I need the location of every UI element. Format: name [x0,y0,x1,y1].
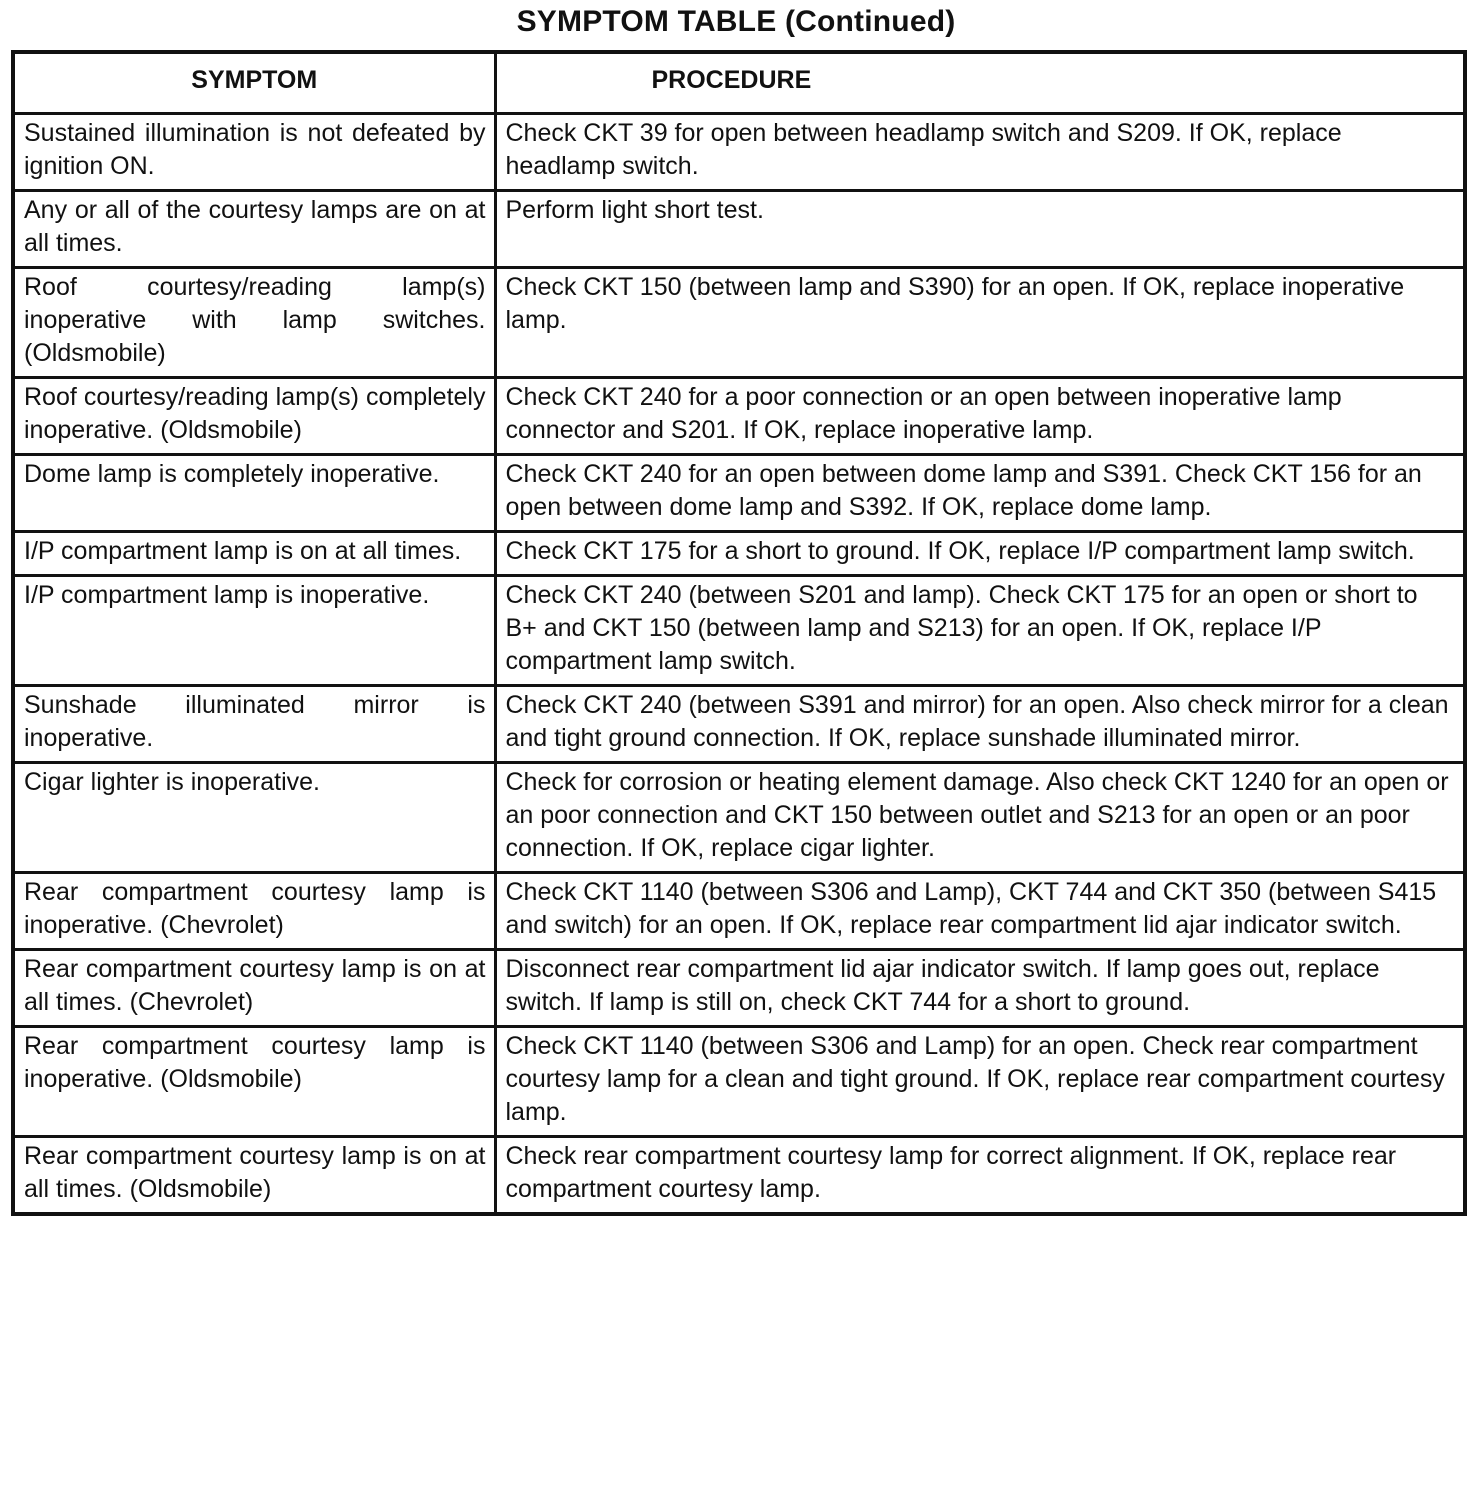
table-row [13,455,1465,532]
symptom-table [11,50,1467,1216]
page-title: SYMPTOM TABLE (Continued) [516,5,956,38]
procedure-cell: Check CKT 240 (between S201 and lamp). Check CKT 175 for an open or short to B+ and CKT 150 (between lamp and S213) for an open. If OK, replace I/P compartment lamp switch. [495,576,1465,686]
table-row [13,378,1465,455]
symptom-cell: Rear compartment courtesy lamp is on at all times. (Oldsmobile) [13,1137,495,1215]
procedure-cell: Perform light short test. [495,191,1465,268]
procedure-cell: Check CKT 39 for open between headlamp switch and S209. If OK, replace headlamp switch. [495,114,1465,191]
column-header-procedure: PROCEDURE [495,52,1465,114]
symptom-cell: Dome lamp is completely inoperative. [13,455,495,532]
symptom-cell: Rear compartment courtesy lamp is inoperative. (Oldsmobile) [13,1027,495,1137]
table-row [13,191,1465,268]
table-row [13,686,1465,763]
table-row [13,763,1465,873]
table-row [13,576,1465,686]
symptom-cell: Rear compartment courtesy lamp is inoperative. (Chevrolet) [13,873,495,950]
procedure-cell: Disconnect rear compartment lid ajar indicator switch. If lamp goes out, replace switch. If lamp is still on, check CKT 744 for a short to ground. [495,950,1465,1027]
procedure-cell: Check CKT 240 for a poor connection or an open between inoperative lamp connector and S201. If OK, replace inoperative lamp. [495,378,1465,455]
procedure-cell: Check CKT 240 for an open between dome lamp and S391. Check CKT 156 for an open between dome lamp and S392. If OK, replace dome lamp. [495,455,1465,532]
table-row [13,1027,1465,1137]
procedure-cell: Check for corrosion or heating element damage. Also check CKT 1240 for an open or an poor connection and CKT 150 between outlet and S213 for an open or an poor connection. If OK, replace cigar lighter. [495,763,1465,873]
procedure-cell: Check CKT 1140 (between S306 and Lamp), CKT 744 and CKT 350 (between S415 and switch) for an open. If OK, replace rear compartment lid ajar indicator switch. [495,873,1465,950]
symptom-cell: Roof courtesy/reading lamp(s) completely inoperative. (Oldsmobile) [13,378,495,455]
column-header-symptom: SYMPTOM [13,52,495,114]
symptom-cell: I/P compartment lamp is inoperative. [13,576,495,686]
procedure-cell: Check CKT 1140 (between S306 and Lamp) for an open. Check rear compartment courtesy lamp for a clean and tight ground. If OK, replace rear compartment courtesy lamp. [495,1027,1465,1137]
procedure-cell: Check CKT 175 for a short to ground. If OK, replace I/P compartment lamp switch. [495,532,1465,576]
table-row [13,268,1465,378]
table-row [13,114,1465,191]
symptom-cell: Roof courtesy/reading lamp(s) inoperative with lamp switches. (Oldsmobile) [13,268,495,378]
table-row [13,1137,1465,1215]
symptom-cell: Rear compartment courtesy lamp is on at all times. (Chevrolet) [13,950,495,1027]
table-row [13,950,1465,1027]
symptom-cell: Cigar lighter is inoperative. [13,763,495,873]
procedure-cell: Check rear compartment courtesy lamp for correct alignment. If OK, replace rear compartment courtesy lamp. [495,1137,1465,1215]
symptom-cell: Sustained illumination is not defeated by ignition ON. [13,114,495,191]
table-row [13,873,1465,950]
procedure-cell: Check CKT 240 (between S391 and mirror) for an open. Also check mirror for a clean and tight ground connection. If OK, replace sunshade illuminated mirror. [495,686,1465,763]
table-row [13,532,1465,576]
symptom-cell: Any or all of the courtesy lamps are on at all times. [13,191,495,268]
table-header-row [13,52,1465,114]
procedure-cell: Check CKT 150 (between lamp and S390) for an open. If OK, replace inoperative lamp. [495,268,1465,378]
symptom-cell: I/P compartment lamp is on at all times. [13,532,495,576]
symptom-cell: Sunshade illuminated mirror is inoperative. [13,686,495,763]
